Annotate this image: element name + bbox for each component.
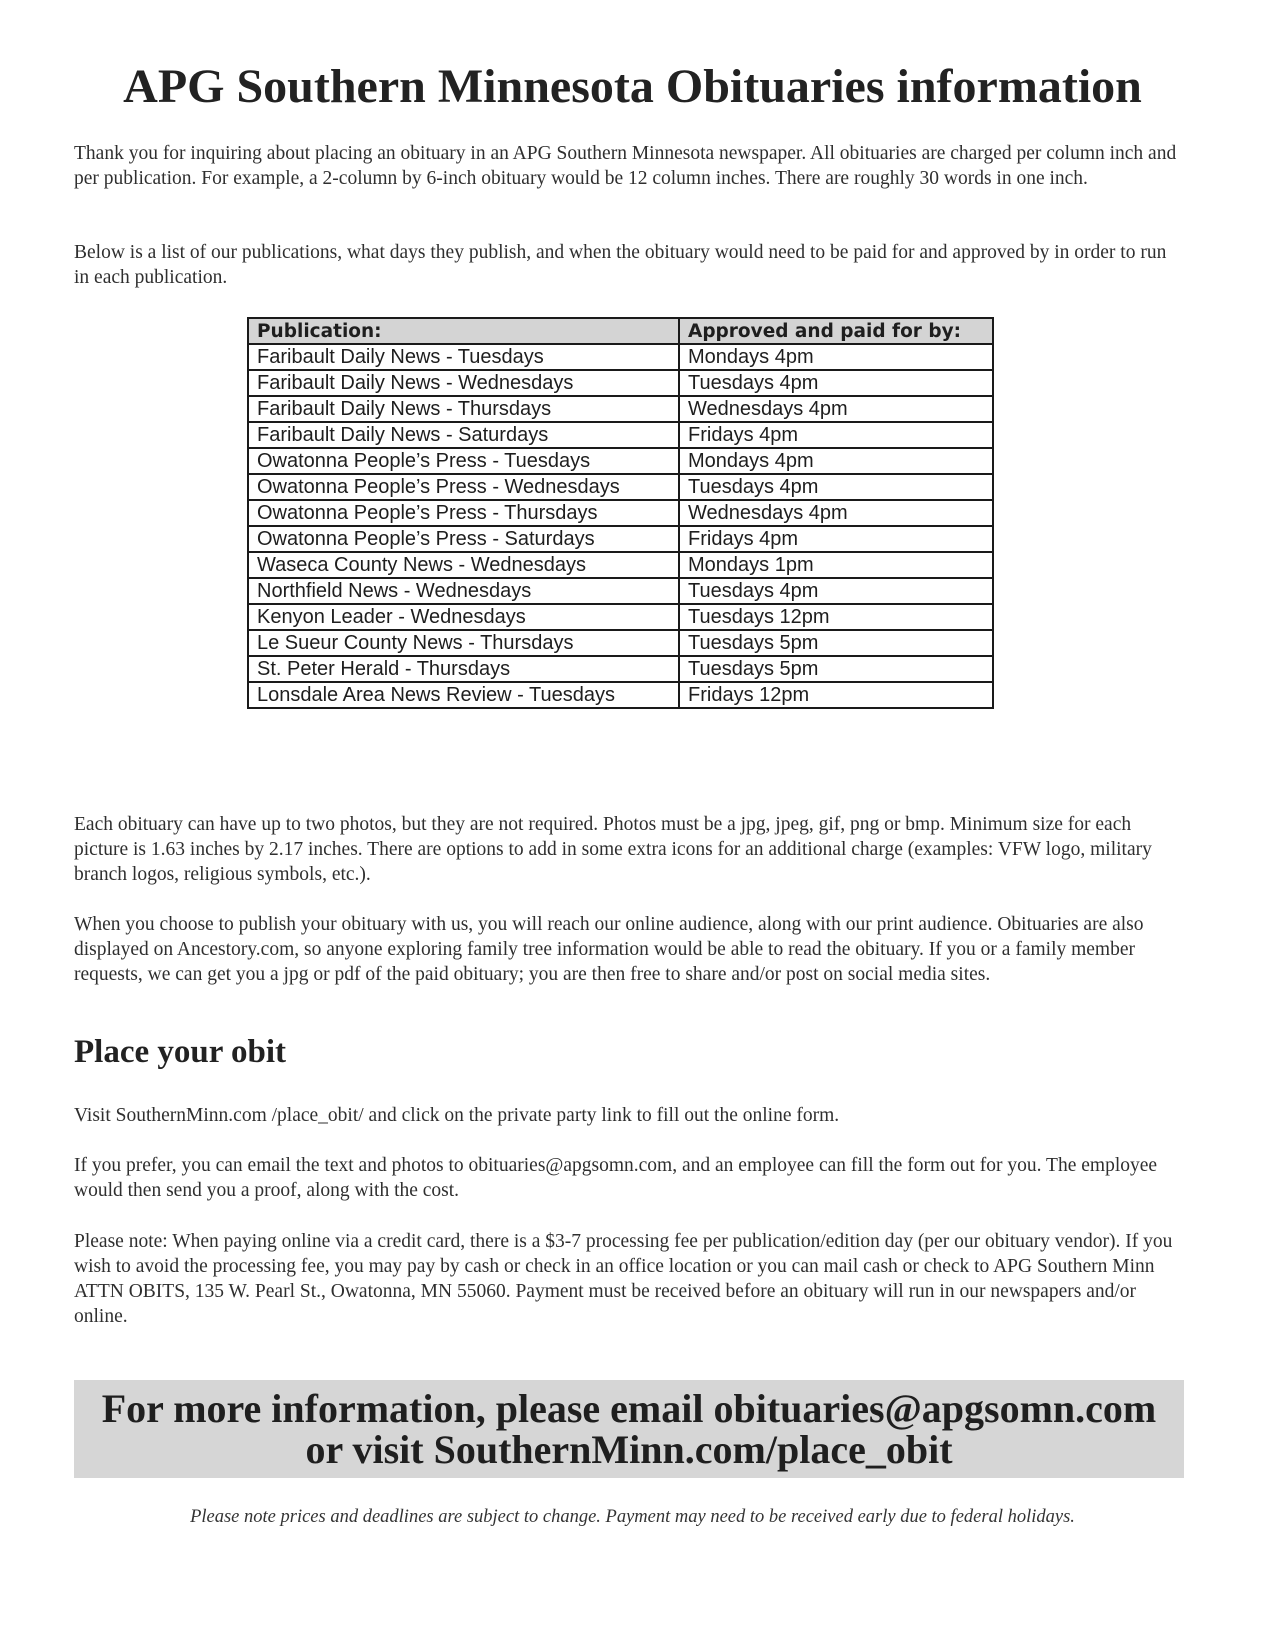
table-header-row <box>248 318 993 344</box>
table-row <box>248 552 993 578</box>
publication-cell: Waseca County News - Wednesdays <box>248 552 679 578</box>
email-option-paragraph: If you prefer, you can email the text and photos to obituaries@apgsomn.com, and an employee can fill the form out for you. The employee would then send you a proof, along with the cost. <box>74 1155 1158 1201</box>
publication-cell: Le Sueur County News - Thursdays <box>248 630 679 656</box>
audience-paragraph: When you choose to publish your obituary with us, you will reach our online audience, along with our print audience. Obituaries are also displayed on Ancestory.com, so anyone exploring family tree information would be able to read the obituary. If you or a family member requests, we can get you a jpg or pdf of the paid obituary; you are then free to share and/or post on social media sites. <box>74 914 1144 985</box>
deadline-cell: Mondays 4pm <box>679 448 993 474</box>
photos-paragraph: Each obituary can have up to two photos, but they are not required. Photos must be a jpg, jpeg, gif, png or bmp. Minimum size for each picture is 1.63 inches by 2.17 inches. There are options to add in some extra icons for an additional charge (examples: VFW logo, military branch logos, religious symbols, etc.). <box>74 814 1152 885</box>
contact-banner <box>74 1380 1184 1478</box>
deadline-cell: Fridays 4pm <box>679 422 993 448</box>
publication-cell: Kenyon Leader - Wednesdays <box>248 604 679 630</box>
table-row <box>248 422 993 448</box>
deadline-cell: Tuesdays 4pm <box>679 578 993 604</box>
table-row <box>248 448 993 474</box>
deadline-cell: Tuesdays 5pm <box>679 656 993 682</box>
publication-cell: St. Peter Herald - Thursdays <box>248 656 679 682</box>
publication-cell: Owatonna People’s Press - Tuesdays <box>248 448 679 474</box>
publication-cell: Faribault Daily News - Saturdays <box>248 422 679 448</box>
page-title: APG Southern Minnesota Obituaries information <box>123 60 1142 113</box>
table-row <box>248 656 993 682</box>
publication-cell: Faribault Daily News - Wednesdays <box>248 370 679 396</box>
table-row <box>248 344 993 370</box>
processing-fee-paragraph: Please note: When paying online via a credit card, there is a $3-7 processing fee per publication/edition day (per our obituary vendor). If you wish to avoid the processing fee, you may pay by cash or check in an office location or you can mail cash or check to APG Southern Minn ATTN OBITS, 135 W. Pearl St., Owatonna, MN 55060. Payment must be received before an obituary will run in our newspapers and/or online. <box>74 1231 1173 1327</box>
publication-cell: Faribault Daily News - Thursdays <box>248 396 679 422</box>
deadline-cell: Fridays 4pm <box>679 526 993 552</box>
place-obit-heading: Place your obit <box>74 1034 287 1070</box>
disclaimer-footnote: Please note prices and deadlines are subject to change. Payment may need to be received early due to federal holidays. <box>190 1507 1075 1527</box>
table-row <box>248 500 993 526</box>
deadline-cell: Wednesdays 4pm <box>679 396 993 422</box>
publication-cell: Faribault Daily News - Tuesdays <box>248 344 679 370</box>
publication-cell: Owatonna People’s Press - Saturdays <box>248 526 679 552</box>
deadline-cell: Mondays 4pm <box>679 344 993 370</box>
publication-cell: Owatonna People’s Press - Thursdays <box>248 500 679 526</box>
deadline-cell: Tuesdays 4pm <box>679 370 993 396</box>
table-row <box>248 578 993 604</box>
deadline-cell: Tuesdays 4pm <box>679 474 993 500</box>
schedule-intro-paragraph: Below is a list of our publications, what days they publish, and when the obituary would need to be paid for and approved by in order to run in each publication. <box>74 242 1167 288</box>
publication-cell: Northfield News - Wednesdays <box>248 578 679 604</box>
deadline-cell: Wednesdays 4pm <box>679 500 993 526</box>
publication-cell: Lonsdale Area News Review - Tuesdays <box>248 682 679 708</box>
deadline-cell: Mondays 1pm <box>679 552 993 578</box>
deadline-cell: Tuesdays 5pm <box>679 630 993 656</box>
publication-deadline-table <box>247 317 994 709</box>
table-row <box>248 474 993 500</box>
table-row <box>248 630 993 656</box>
table-row <box>248 396 993 422</box>
pricing-paragraph: Thank you for inquiring about placing an obituary in an APG Southern Minnesota newspaper. All obituaries are charged per column inch and per publication. For example, a 2-column by 6-inch obituary would be 12 column inches. There are roughly 30 words in one inch. <box>74 143 1177 189</box>
table-row <box>248 682 993 708</box>
publication-column-header: Publication: <box>248 318 679 344</box>
table-row <box>248 370 993 396</box>
publication-cell: Owatonna People’s Press - Wednesdays <box>248 474 679 500</box>
table-row <box>248 604 993 630</box>
visit-website-paragraph: Visit SouthernMinn.com /place_obit/ and click on the private party link to fill out the online form. <box>74 1105 840 1126</box>
contact-website-line: or visit SouthernMinn.com/place_obit <box>305 1427 953 1472</box>
deadline-cell: Tuesdays 12pm <box>679 604 993 630</box>
table-row <box>248 526 993 552</box>
contact-email-line: For more information, please email obituaries@apgsomn.com <box>101 1386 1157 1431</box>
deadline-cell: Fridays 12pm <box>679 682 993 708</box>
deadline-column-header: Approved and paid for by: <box>679 318 993 344</box>
